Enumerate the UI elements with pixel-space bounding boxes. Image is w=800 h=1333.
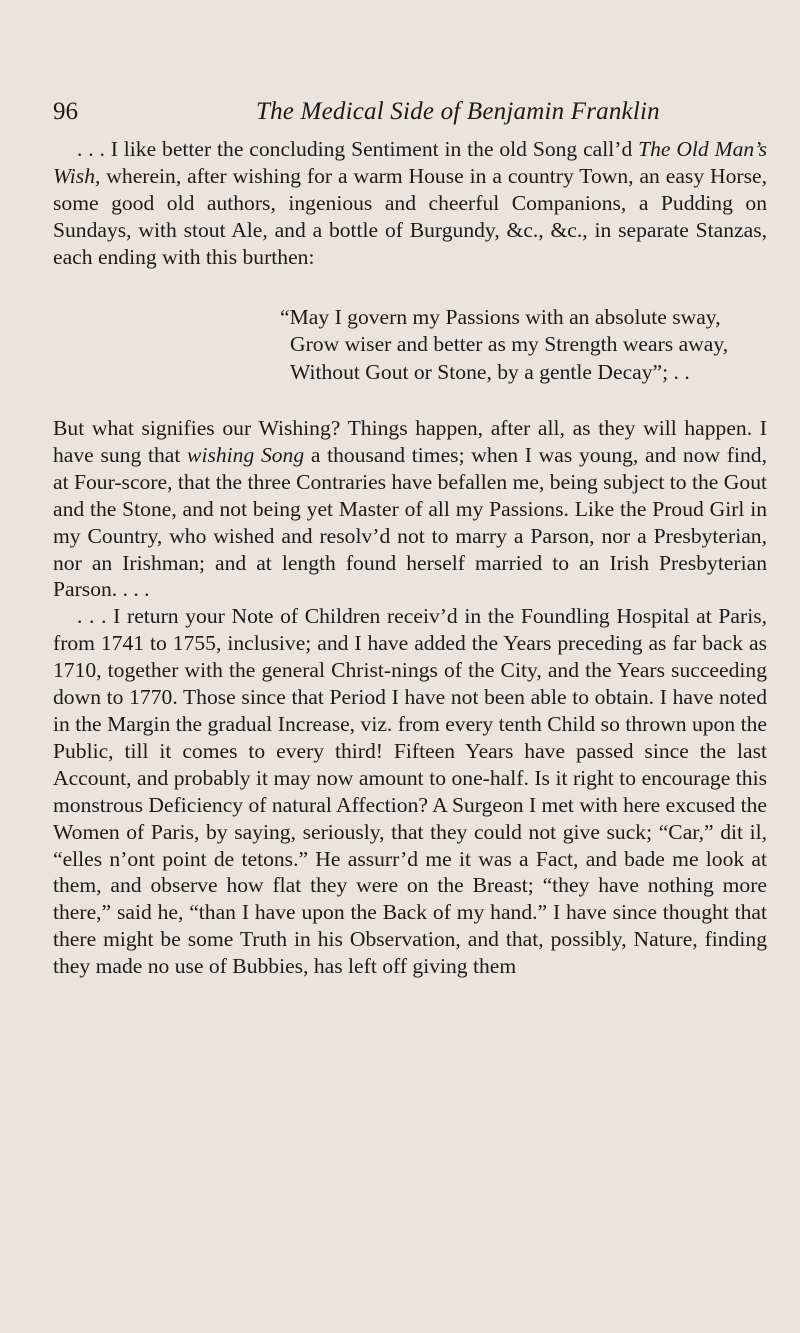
- paragraph-2-text-b: a thousand times; when I was young, and now find, at Four-score, that the three Contraries have befallen me, being subject to the Gout and the Stone, and not being yet Master of all my Passions. Like the Proud Girl in my Country, who wished and resolv’d not to marry a Parson, nor a Presbyterian, nor an Irishman; and at length found herself married to an Irish Presbyterian Parson. . . .: [53, 442, 767, 602]
- paragraph-1-text-b: wherein, after wishing for a warm House in a country Town, an easy Horse, some good old authors, ingenious and cheerful Companions, a Pudding on Sundays, with stout Ale, and a bottle of Burgundy, &c., &c., in separate Stanzas, each ending with this burthen:: [53, 163, 767, 269]
- paragraph-1: [53, 136, 767, 271]
- page-header: [53, 96, 767, 128]
- verse-line-1: “May I govern my Passions with an absolute sway,: [280, 304, 721, 329]
- paragraph-2: [53, 415, 767, 603]
- body-text: [53, 136, 767, 980]
- paragraph-3: . . . I return your Note of Children receiv’d in the Foundling Hospital at Paris, from 1741 to 1755, inclusive; and I have added the Years preceding as far back as 1710, together with the general Christ-nings of the City, and the Years succeeding down to 1770. Those since that Period I have not been able to obtain. I have noted in the Margin the gradual Increase, viz. from every tenth Child so thrown upon the Public, till it comes to every third! Fifteen Years have passed since the last Account, and probably it may now amount to one-half. Is it right to encourage this monstrous Deficiency of natural Affection? A Surgeon I met with here excused the Women of Paris, by saying, seriously, that they could not give suck; “Car,” dit il, “elles n’ont point de tetons.” He assurr’d me it was a Fact, and bade me look at them, and observe how flat they were on the Breast; “they have nothing more there,” said he, “than I have upon the Back of my hand.” I have since thought that there might be some Truth in his Observation, and that, possibly, Nature, finding they made no use of Bubbies, has left off giving them: [53, 604, 767, 979]
- paragraph-1-text-a: . . . I like better the concluding Sentiment in the old Song call’d: [77, 137, 639, 161]
- running-title: The Medical Side of Benjamin Franklin: [256, 98, 660, 125]
- song-title: The Old Man’s Wish,: [53, 137, 767, 188]
- verse-line-3: Without Gout or Stone, by a gentle Decay”; . .: [290, 359, 690, 384]
- verse-line-2: Grow wiser and better as my Strength wears away,: [290, 332, 729, 357]
- wishing-song-emphasis: wishing Song: [187, 442, 305, 467]
- page-number: 96: [53, 98, 78, 125]
- verse-quotation: [280, 304, 767, 387]
- paragraph-2-text-a: But what signifies our Wishing? Things happen, after all, as they will happen. I have sung that: [53, 416, 767, 467]
